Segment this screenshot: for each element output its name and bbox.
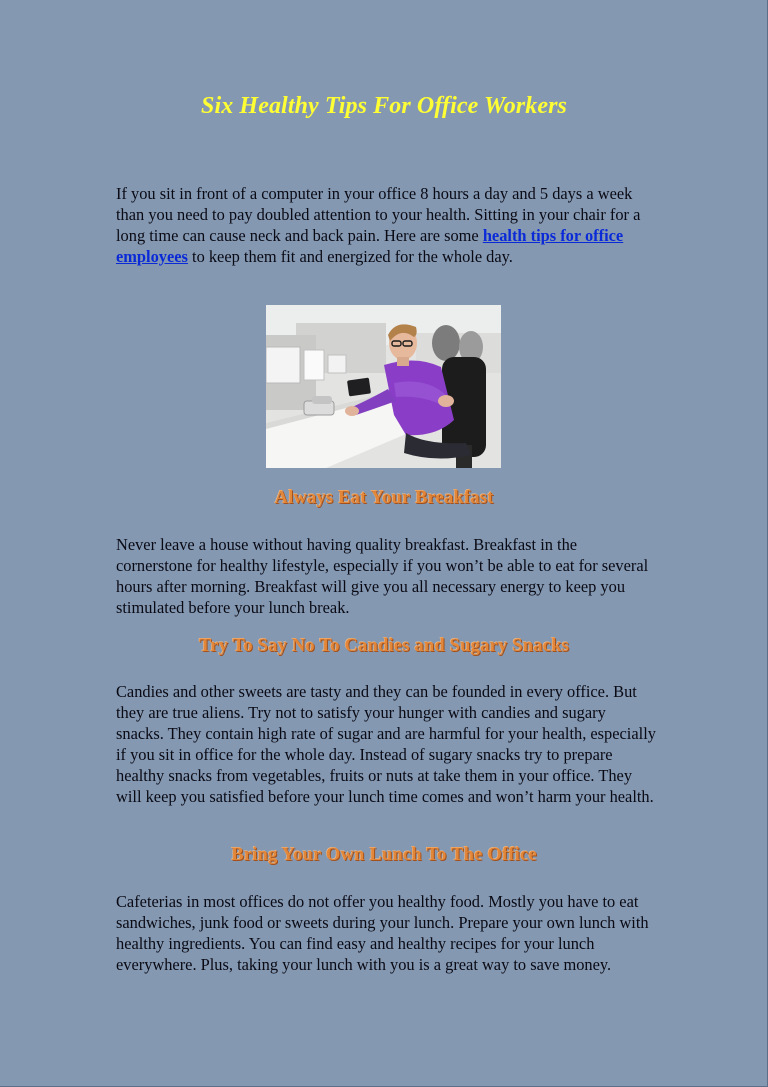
- section-body-candies: Candies and other sweets are tasty and they can be founded in every office. But they are true aliens. Try not to satisfy your hunger with candies and sugary snacks. They contain high rate of sugar and are harmful for your health, especially if you sit in office for the whole day. Instead of sugary snacks try to prepare healthy snacks from vegetables, fruits or nuts at take them in your office. They will keep you satisfied before your lunch time comes and won’t harm your health.: [116, 682, 656, 806]
- intro-text-after-link: to keep them fit and energized for the whole day.: [187, 247, 513, 266]
- intro-paragraph: [116, 183, 656, 267]
- section-heading-breakfast: Always Eat Your Breakfast: [274, 488, 494, 508]
- section-body-lunch: Cafeterias in most offices do not offer you healthy food. Mostly you have to eat sandwiches, junk food or sweets during your lunch. Prepare your own lunch with healthy ingredients. You can find easy and healthy recipes for your lunch everywhere. Plus, taking your lunch with you is a great way to save money.: [116, 892, 649, 974]
- document-title: Six Healthy Tips For Office Workers: [201, 93, 567, 119]
- office-worker-illustration: [266, 305, 501, 468]
- section-heading-lunch: Bring Your Own Lunch To The Office: [231, 845, 537, 865]
- intro-text-before-link: If you sit in front of a computer in your office 8 hours a day and 5 days a week than you need to pay doubled attention to your health. Sitting in your chair for a long time can cause neck and back pain. Here are some: [116, 184, 641, 245]
- section-body-breakfast: Never leave a house without having quality breakfast. Breakfast in the cornerstone for healthy lifestyle, especially if you won’t be able to eat for several hours after morning. Breakfast will give you all necessary energy to keep you stimulated before your lunch break.: [116, 535, 649, 617]
- office-worker-photo: [266, 305, 501, 468]
- section-heading-candies: Try To Say No To Candies and Sugary Snacks: [199, 636, 569, 656]
- health-tips-link[interactable]: health tips for office employees: [116, 226, 624, 266]
